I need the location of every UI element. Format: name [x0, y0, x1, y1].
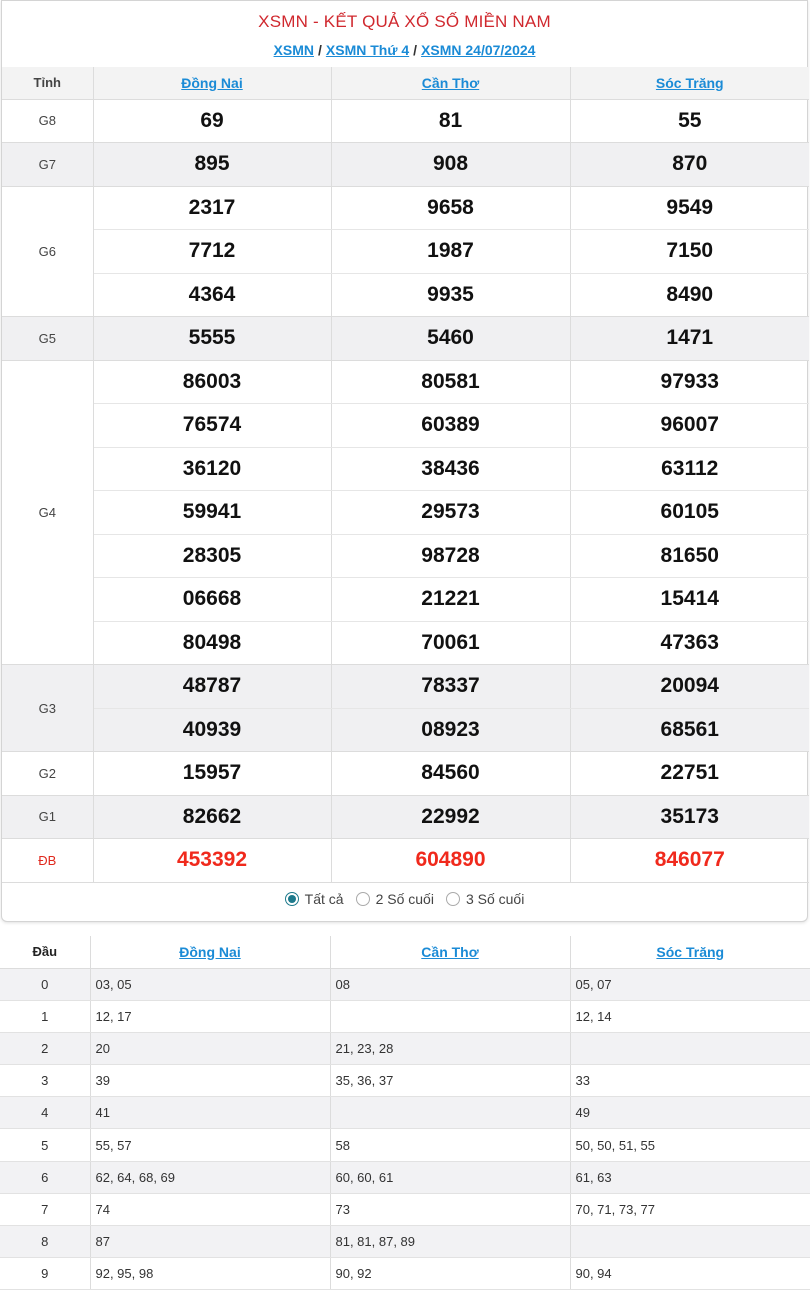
prize-number: 5460	[331, 317, 570, 361]
prize-number: 78337	[331, 665, 570, 709]
dau-province-link-dong-nai[interactable]: Đồng Nai	[179, 943, 241, 960]
results-body	[2, 99, 809, 882]
province-link-dong-nai[interactable]: Đồng Nai	[181, 74, 243, 91]
prize-number: 9658	[331, 186, 570, 230]
prize-row	[2, 447, 809, 491]
prize-number: 55	[570, 99, 809, 143]
tail-numbers: 58	[330, 1129, 570, 1161]
page-title: XSMN - KẾT QUẢ XỔ SỐ MIỀN NAM	[258, 12, 551, 31]
tail-numbers: 33	[570, 1065, 810, 1097]
prize-label: G5	[2, 317, 93, 361]
prize-number: 36120	[93, 447, 331, 491]
prize-number: 40939	[93, 708, 331, 752]
prize-number: 35173	[570, 795, 809, 839]
prize-row	[2, 404, 809, 448]
head-digit: 7	[0, 1193, 90, 1225]
table-row	[0, 1226, 810, 1258]
prize-number: 15414	[570, 578, 809, 622]
prize-number: 7150	[570, 230, 809, 274]
prize-label: G8	[2, 99, 93, 143]
prize-number: 20094	[570, 665, 809, 709]
breadcrumb-xsmn[interactable]: XSMN	[273, 42, 314, 58]
prize-row	[2, 99, 809, 143]
breadcrumb-xsmn-date[interactable]: XSMN 24/07/2024	[421, 42, 536, 58]
special-prize-number: 846077	[570, 839, 809, 883]
tail-numbers	[570, 1032, 810, 1064]
tail-numbers: 73	[330, 1193, 570, 1225]
breadcrumb: XSMN / XSMN Thứ 4 / XSMN 24/07/2024	[273, 42, 536, 58]
tail-numbers: 61, 63	[570, 1161, 810, 1193]
prize-number: 870	[570, 143, 809, 187]
head-digit-body	[0, 968, 810, 1290]
prize-number: 96007	[570, 404, 809, 448]
filter-option-label: 2 Số cuối	[375, 891, 434, 907]
prize-row	[2, 360, 809, 404]
prize-number: 82662	[93, 795, 331, 839]
prize-number: 38436	[331, 447, 570, 491]
tail-numbers: 81, 81, 87, 89	[330, 1226, 570, 1258]
prize-number: 08923	[331, 708, 570, 752]
prize-number: 97933	[570, 360, 809, 404]
prize-label: G4	[2, 360, 93, 665]
prize-number: 98728	[331, 534, 570, 578]
prize-number: 81650	[570, 534, 809, 578]
results-table	[2, 67, 809, 883]
breadcrumb-xsmn-thu4[interactable]: XSMN Thứ 4	[325, 42, 410, 58]
prize-number: 2317	[93, 186, 331, 230]
tail-numbers	[570, 1226, 810, 1258]
tail-numbers: 87	[90, 1226, 330, 1258]
tail-numbers: 12, 17	[90, 1000, 330, 1032]
prize-row	[2, 230, 809, 274]
tail-numbers: 05, 07	[570, 968, 810, 1000]
head-digit: 8	[0, 1226, 90, 1258]
province-link-soc-trang[interactable]: Sóc Trăng	[655, 74, 724, 91]
prize-number: 48787	[93, 665, 331, 709]
prize-number: 59941	[93, 491, 331, 535]
table-row	[0, 1000, 810, 1032]
prize-label: G6	[2, 186, 93, 317]
prize-label: G2	[2, 752, 93, 796]
digit-filter	[2, 891, 807, 909]
prize-number: 22751	[570, 752, 809, 796]
table-row	[0, 1097, 810, 1129]
prize-number: 4364	[93, 273, 331, 317]
prize-number: 1987	[331, 230, 570, 274]
head-digit: 0	[0, 968, 90, 1000]
prize-number: 22992	[331, 795, 570, 839]
special-prize-number: 453392	[93, 839, 331, 883]
head-digit: 2	[0, 1032, 90, 1064]
table-row	[0, 1065, 810, 1097]
prize-number: 9935	[331, 273, 570, 317]
prize-number: 84560	[331, 752, 570, 796]
prize-number: 60105	[570, 491, 809, 535]
radio-icon[interactable]	[285, 892, 299, 906]
table-row	[0, 1193, 810, 1225]
prize-label: G7	[2, 143, 93, 187]
tail-numbers: 21, 23, 28	[330, 1032, 570, 1064]
table-row	[0, 1129, 810, 1161]
prize-number: 80498	[93, 621, 331, 665]
prize-number: 8490	[570, 273, 809, 317]
prize-row	[2, 752, 809, 796]
filter-option-label: 3 Số cuối	[465, 891, 525, 907]
tail-numbers: 74	[90, 1193, 330, 1225]
prize-number: 70061	[331, 621, 570, 665]
prize-number: 60389	[331, 404, 570, 448]
prize-row	[2, 534, 809, 578]
tail-numbers: 41	[90, 1097, 330, 1129]
prize-number: 81	[331, 99, 570, 143]
head-digit: 9	[0, 1258, 90, 1290]
prize-row	[2, 317, 809, 361]
prize-number: 06668	[93, 578, 331, 622]
tail-numbers	[330, 1000, 570, 1032]
prize-number: 63112	[570, 447, 809, 491]
prize-number: 69	[93, 99, 331, 143]
province-link-can-tho[interactable]: Cần Thơ	[421, 74, 480, 91]
head-digit-table	[0, 936, 810, 1290]
prize-row	[2, 795, 809, 839]
prize-row	[2, 273, 809, 317]
filter-option-2[interactable]	[356, 891, 434, 907]
prize-number: 68561	[570, 708, 809, 752]
prize-number: 5555	[93, 317, 331, 361]
prize-number: 47363	[570, 621, 809, 665]
prize-number: 29573	[331, 491, 570, 535]
prize-label: ĐB	[2, 839, 93, 883]
tail-numbers: 12, 14	[570, 1000, 810, 1032]
column-header-province: Tỉnh	[2, 67, 93, 99]
prize-number: 1471	[570, 317, 809, 361]
prize-number: 86003	[93, 360, 331, 404]
radio-icon[interactable]	[356, 892, 370, 906]
head-digit: 4	[0, 1097, 90, 1129]
head-digit: 1	[0, 1000, 90, 1032]
prize-label: G3	[2, 665, 93, 752]
tail-numbers: 55, 57	[90, 1129, 330, 1161]
head-digit: 6	[0, 1161, 90, 1193]
tail-numbers: 50, 50, 51, 55	[570, 1129, 810, 1161]
tail-numbers	[330, 1097, 570, 1129]
tail-numbers: 60, 60, 61	[330, 1161, 570, 1193]
prize-number: 28305	[93, 534, 331, 578]
tail-numbers: 39	[90, 1065, 330, 1097]
prize-row	[2, 665, 809, 709]
tail-numbers: 92, 95, 98	[90, 1258, 330, 1290]
prize-row	[2, 839, 809, 883]
prize-number: 895	[93, 143, 331, 187]
head-digit: 5	[0, 1129, 90, 1161]
dau-province-link-soc-trang[interactable]: Sóc Trăng	[656, 943, 725, 960]
tail-numbers: 62, 64, 68, 69	[90, 1161, 330, 1193]
head-digit: 3	[0, 1065, 90, 1097]
tail-numbers: 90, 92	[330, 1258, 570, 1290]
prize-label: G1	[2, 795, 93, 839]
dau-province-link-can-tho[interactable]: Cần Thơ	[421, 943, 479, 960]
prize-number: 908	[331, 143, 570, 187]
tail-numbers: 49	[570, 1097, 810, 1129]
filter-option-1[interactable]	[285, 891, 344, 907]
prize-row	[2, 621, 809, 665]
prize-number: 9549	[570, 186, 809, 230]
prize-number: 7712	[93, 230, 331, 274]
tail-numbers: 35, 36, 37	[330, 1065, 570, 1097]
tail-numbers: 03, 05	[90, 968, 330, 1000]
prize-row	[2, 143, 809, 187]
prize-number: 80581	[331, 360, 570, 404]
prize-row	[2, 578, 809, 622]
tail-numbers: 08	[330, 968, 570, 1000]
prize-number: 15957	[93, 752, 331, 796]
results-card	[1, 0, 808, 922]
filter-option-3[interactable]	[446, 891, 524, 907]
tail-numbers: 70, 71, 73, 77	[570, 1193, 810, 1225]
table-row	[0, 1032, 810, 1064]
prize-number: 21221	[331, 578, 570, 622]
table-row	[0, 1161, 810, 1193]
prize-row	[2, 708, 809, 752]
table-row	[0, 968, 810, 1000]
prize-row	[2, 491, 809, 535]
prize-number: 76574	[93, 404, 331, 448]
filter-option-label: Tất cả	[304, 891, 344, 907]
table-row	[0, 1258, 810, 1290]
tail-numbers: 20	[90, 1032, 330, 1064]
column-header-dau: Đầu	[0, 936, 90, 968]
radio-icon[interactable]	[446, 892, 460, 906]
tail-numbers: 90, 94	[570, 1258, 810, 1290]
prize-row	[2, 186, 809, 230]
special-prize-number: 604890	[331, 839, 570, 883]
